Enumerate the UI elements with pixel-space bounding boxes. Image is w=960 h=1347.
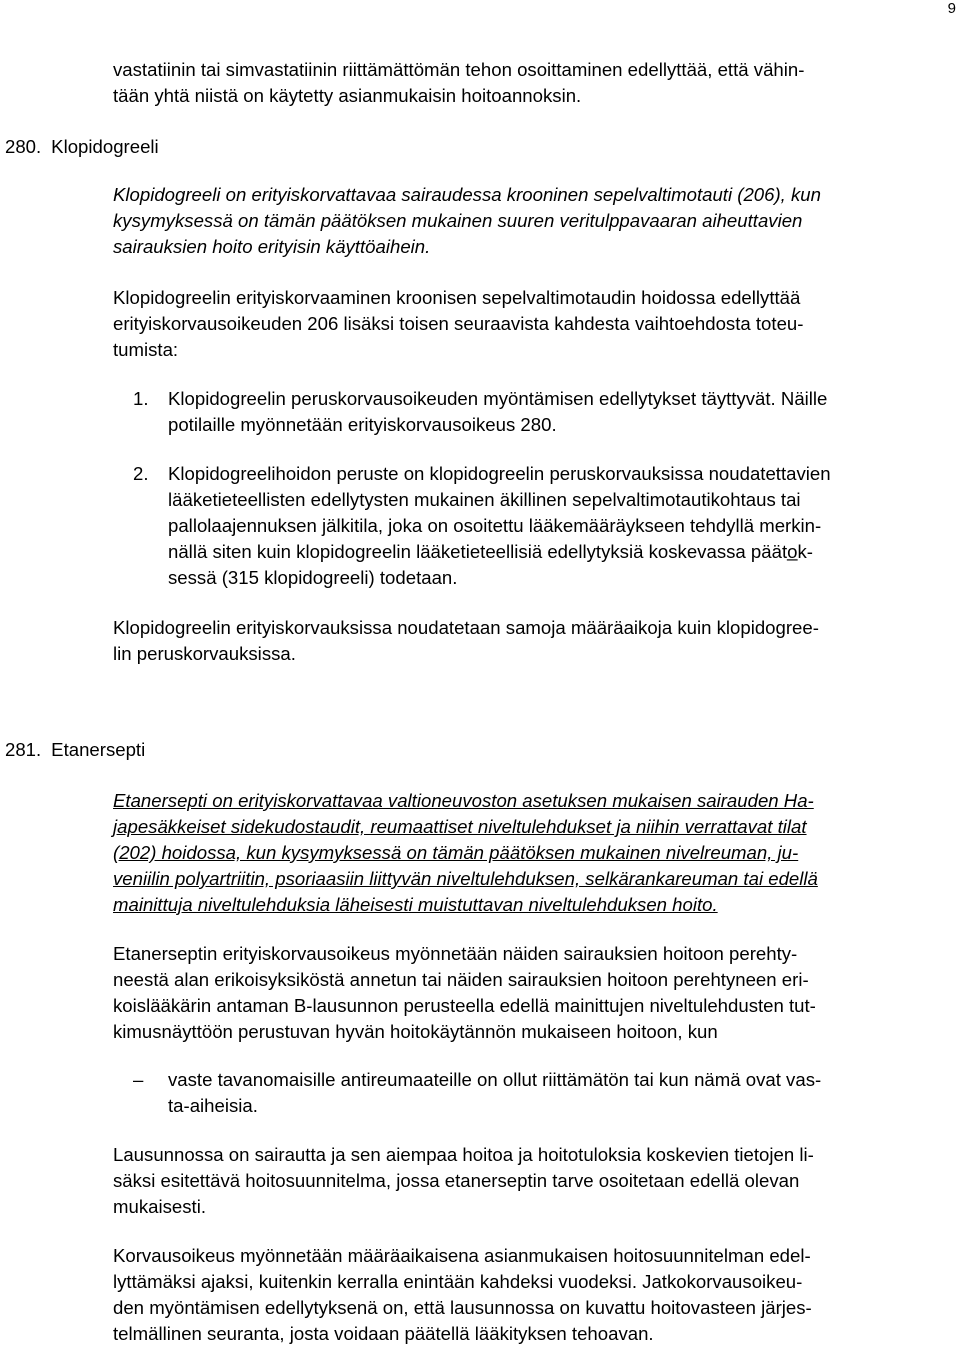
text-line: sessä (315 klopidogreeli) todetaan. [168, 567, 458, 588]
text-line: ta-aiheisia. [168, 1095, 258, 1116]
text-line: kimusnäyttöön perustuvan hyvän hoitokäytännön mukaiseen hoitoon, kun [113, 1021, 718, 1042]
text-line: lyttämäksi ajaksi, kuitenkin kerralla enintään kahdeksi vuodeksi. Jatkokorvausoikeu- [113, 1271, 803, 1292]
intro-paragraph [113, 57, 955, 109]
text-line: Klopidogreelihoidon peruste on klopidogreelin peruskorvauksissa noudatettavien [168, 463, 831, 484]
page-number: 9 [947, 0, 956, 17]
text-line: Klopidogreeli on erityiskorvattavaa sairaudessa krooninen sepelvaltimotauti (206), kun [113, 184, 821, 205]
section-title: Klopidogreeli [51, 136, 159, 157]
text-line: Lausunnossa on sairautta ja sen aiempaa hoitoa ja hoitotuloksia koskevien tietojen li- [113, 1144, 814, 1165]
text-line: pallolaajennuksen jälkitila, joka on osoitettu lääkemääräykseen tehdyllä merkin- [168, 515, 822, 536]
section-heading-281 [5, 737, 145, 763]
text-line: lin peruskorvauksissa. [113, 643, 296, 664]
text-line: Klopidogreelin erityiskorvauksissa noudatetaan samoja määräaikoja kuin klopidogree- [113, 617, 819, 638]
text-line: mainittuja niveltulehduksia läheisesti muistuttavan niveltulehduksen hoito. [113, 894, 718, 915]
text-line: säksi esitettävä hoitosuunnitelma, jossa etanerseptin tarve osoitetaan edellä olevan [113, 1170, 800, 1191]
text-line: erityiskorvausoikeuden 206 lisäksi toisen seuraavista kahdesta vaihtoehdosta toteu- [113, 313, 804, 334]
text-line: Klopidogreelin peruskorvausoikeuden myöntämisen edellytykset täyttyvät. Näille [168, 388, 828, 409]
section-281-paragraph-2 [113, 941, 955, 1045]
section-heading-280 [5, 134, 159, 160]
text-line: japesäkkeiset sidekudostaudit, reumaattiset niveltulehdukset ja niihin verrattavat tilat [113, 816, 807, 837]
text-line: telmällinen seuranta, josta voidaan päätellä lääkityksen tehoavan. [113, 1323, 654, 1344]
text-line: kysymyksessä on tämän päätöksen mukainen suuren veritulppavaaran aiheuttavien [113, 210, 803, 231]
text-line: Korvausoikeus myönnetään määräaikaisena asianmukaisen hoitosuunnitelman edel- [113, 1245, 811, 1266]
section-280-paragraph-1 [113, 182, 955, 260]
text-line: mukaisesti. [113, 1196, 206, 1217]
text-line: tumista: [113, 339, 179, 360]
text-line: Etanersepti on erityiskorvattavaa valtioneuvoston asetuksen mukaisen sairauden Ha- [113, 790, 814, 811]
list-marker: – [133, 1069, 144, 1090]
text-line: Klopidogreelin erityiskorvaaminen kroonisen sepelvaltimotaudin hoidossa edellyttää [113, 287, 801, 308]
section-title: Etanersepti [51, 739, 146, 760]
text-line: veniilin polyartriitin, psoriaasiin liittyvän niveltulehduksen, selkärankareuman tai edellä [113, 868, 818, 889]
text-line: vastatiinin tai simvastatiinin riittämättömän tehon osoittaminen edellyttää, että vähin- [113, 59, 805, 80]
section-280-paragraph-3 [113, 615, 955, 667]
text-line: neestä alan erikoisyksiköstä annetun tai näiden sairauksien hoitoon perehtyneen eri- [113, 969, 809, 990]
section-280-paragraph-2 [113, 285, 955, 363]
text-line: tään yhtä niistä on käytetty asianmukaisin hoitoannoksin. [113, 85, 582, 106]
text-line: sairauksien hoito erityisin käyttöaihein. [113, 236, 431, 257]
text-line: Etanerseptin erityiskorvausoikeus myönnetään näiden sairauksien hoitoon perehty- [113, 943, 798, 964]
list-marker: 1. [133, 388, 149, 409]
text-line: lääketieteellisten edellytysten mukainen äkillinen sepelvaltimotautikohtaus tai [168, 489, 801, 510]
section-281-paragraph-1 [113, 788, 955, 918]
list-marker: 2. [133, 463, 149, 484]
text-line: potilaille myönnetään erityiskorvausoikeus 280. [168, 414, 557, 435]
text-line: den myöntämisen edellytyksenä on, että lausunnossa on kuvattu hoitovasteen järjes- [113, 1297, 812, 1318]
text-line: (202) hoidossa, kun kysymyksessä on tämän päätöksen mukainen nivelreuman, ju- [113, 842, 799, 863]
section-number: 280. [5, 136, 42, 157]
text-line: vaste tavanomaisille antireumaateille on ollut riittämätön tai kun nämä ovat vas- [168, 1069, 822, 1090]
text-line: koislääkärin antaman B-lausunnon perusteella edellä mainittujen niveltulehdusten tut- [113, 995, 816, 1016]
section-281-paragraph-3 [113, 1142, 955, 1220]
section-281-paragraph-4 [113, 1243, 955, 1347]
text-line: nällä siten kuin klopidogreelin lääketieteellisiä edellytyksiä koskevassa pääto̲k- [168, 541, 813, 562]
section-number: 281. [5, 739, 42, 760]
